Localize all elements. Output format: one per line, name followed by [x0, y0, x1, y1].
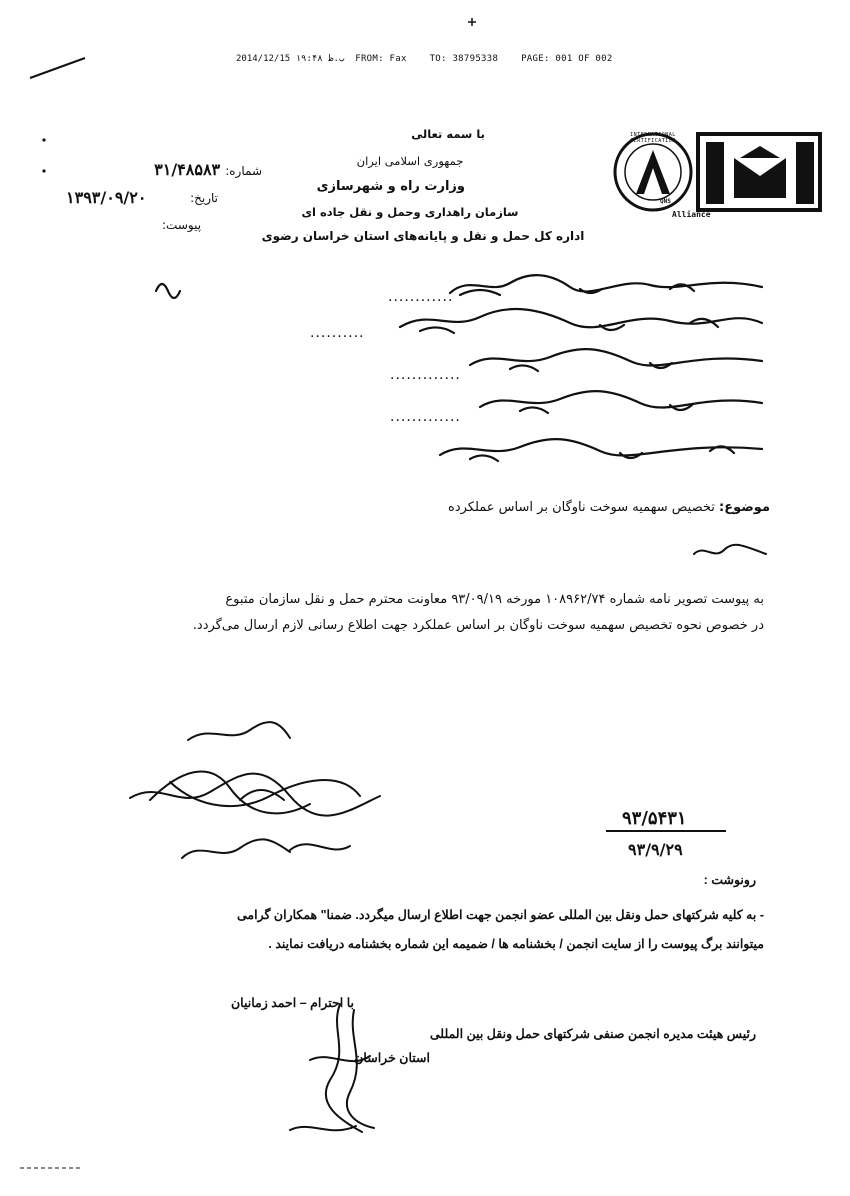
letter-number-value: ۳۱/۴۸۵۸۳ — [154, 160, 221, 179]
registration-number: ۹۳/۵۴۳۱ — [622, 808, 687, 829]
letter-date-label: تاریخ: — [190, 191, 218, 205]
svg-text:............: ............ — [388, 289, 454, 305]
fax-to: TO: 38795338 — [429, 54, 499, 64]
subject-line — [448, 500, 770, 515]
director-signature — [120, 700, 480, 880]
letter-date — [190, 187, 218, 206]
registration-divider — [606, 830, 726, 832]
registration-date: ۹۳/۹/۲۹ — [628, 840, 683, 859]
letter-date-value: ۱۳۹۳/۰۹/۲۰ — [66, 188, 147, 207]
body-line-2: در خصوص نحوه تخصیص سهمیه سوخت ناوگان بر اساس عملکرد جهت اطلاع رسانی لازم ارسال می‌گردد. — [192, 618, 764, 633]
fax-from: FROM: Fax — [355, 54, 407, 64]
organization-logo — [610, 128, 825, 223]
logo-mark: QNS — [660, 198, 671, 205]
forward-line-1: - به کلیه شرکتهای حمل ونقل بین المللی عضو انجمن جهت اطلاع ارسال میگردد. ضمنا" همکاران گرامی — [237, 908, 764, 922]
closing-name: احمد زمانیان — [230, 996, 297, 1010]
closing-regards: با احترام — [310, 996, 354, 1010]
svg-text:..........: .......... — [310, 325, 365, 341]
attachment-label: پیوست: — [162, 218, 202, 232]
closing-title-1: رئیس هیئت مدیره انجمن صنفی شرکتهای حمل ونقل بین المللی — [429, 1027, 756, 1041]
ministry-name: وزارت راه و شهرسازی — [316, 179, 465, 194]
svg-text:.............: ............. — [390, 367, 461, 383]
logo-ring-text: INTERNATIONAL CERTIFICATION — [630, 132, 676, 144]
handwritten-recipients — [150, 265, 770, 480]
fax-date: 2014/12/15 — [236, 54, 291, 64]
letter-number — [154, 160, 262, 179]
chairman-signature — [270, 1000, 390, 1140]
subject-text: تخصیص سهمیه سوخت ناوگان بر اساس عملکرده — [448, 500, 715, 515]
handwritten-greeting — [690, 540, 770, 564]
department-name: اداره کل حمل و نقل و پایانه‌های استان خراسان رضوی — [261, 229, 585, 243]
subject-label: موضوع: — [719, 500, 770, 515]
organization-name: سازمان راهداری وحمل و نقل جاده ای — [301, 205, 519, 219]
closing-dash: – — [299, 996, 307, 1010]
closing-title-2: استان خراسان — [354, 1051, 430, 1065]
svg-text:.............: ............. — [390, 409, 461, 425]
letter-number-label: شماره: — [225, 164, 262, 178]
forward-line-2: میتوانند برگ پیوست را از سایت انجمن / بخشنامه ها / ضمیمه این شماره بخشنامه دریافت نمایند . — [268, 937, 764, 951]
forward-label: رونوشت : — [703, 873, 756, 887]
invocation: با سمه تعالی — [411, 127, 485, 141]
republic-name: جمهوری اسلامی ایران — [356, 154, 464, 168]
fax-time: ب.ظ ۱۹:۴۸ — [295, 54, 345, 64]
body-line-1: به پیوست تصویر نامه شماره ۱۰۸۹۶۲/۷۴ مورخه ۹۳/۰۹/۱۹ معاونت محترم حمل و نقل سازمان متبوع — [225, 592, 764, 607]
logo-alliance: Alliance — [672, 210, 711, 219]
fax-page: PAGE: 001 OF 002 — [521, 54, 613, 64]
